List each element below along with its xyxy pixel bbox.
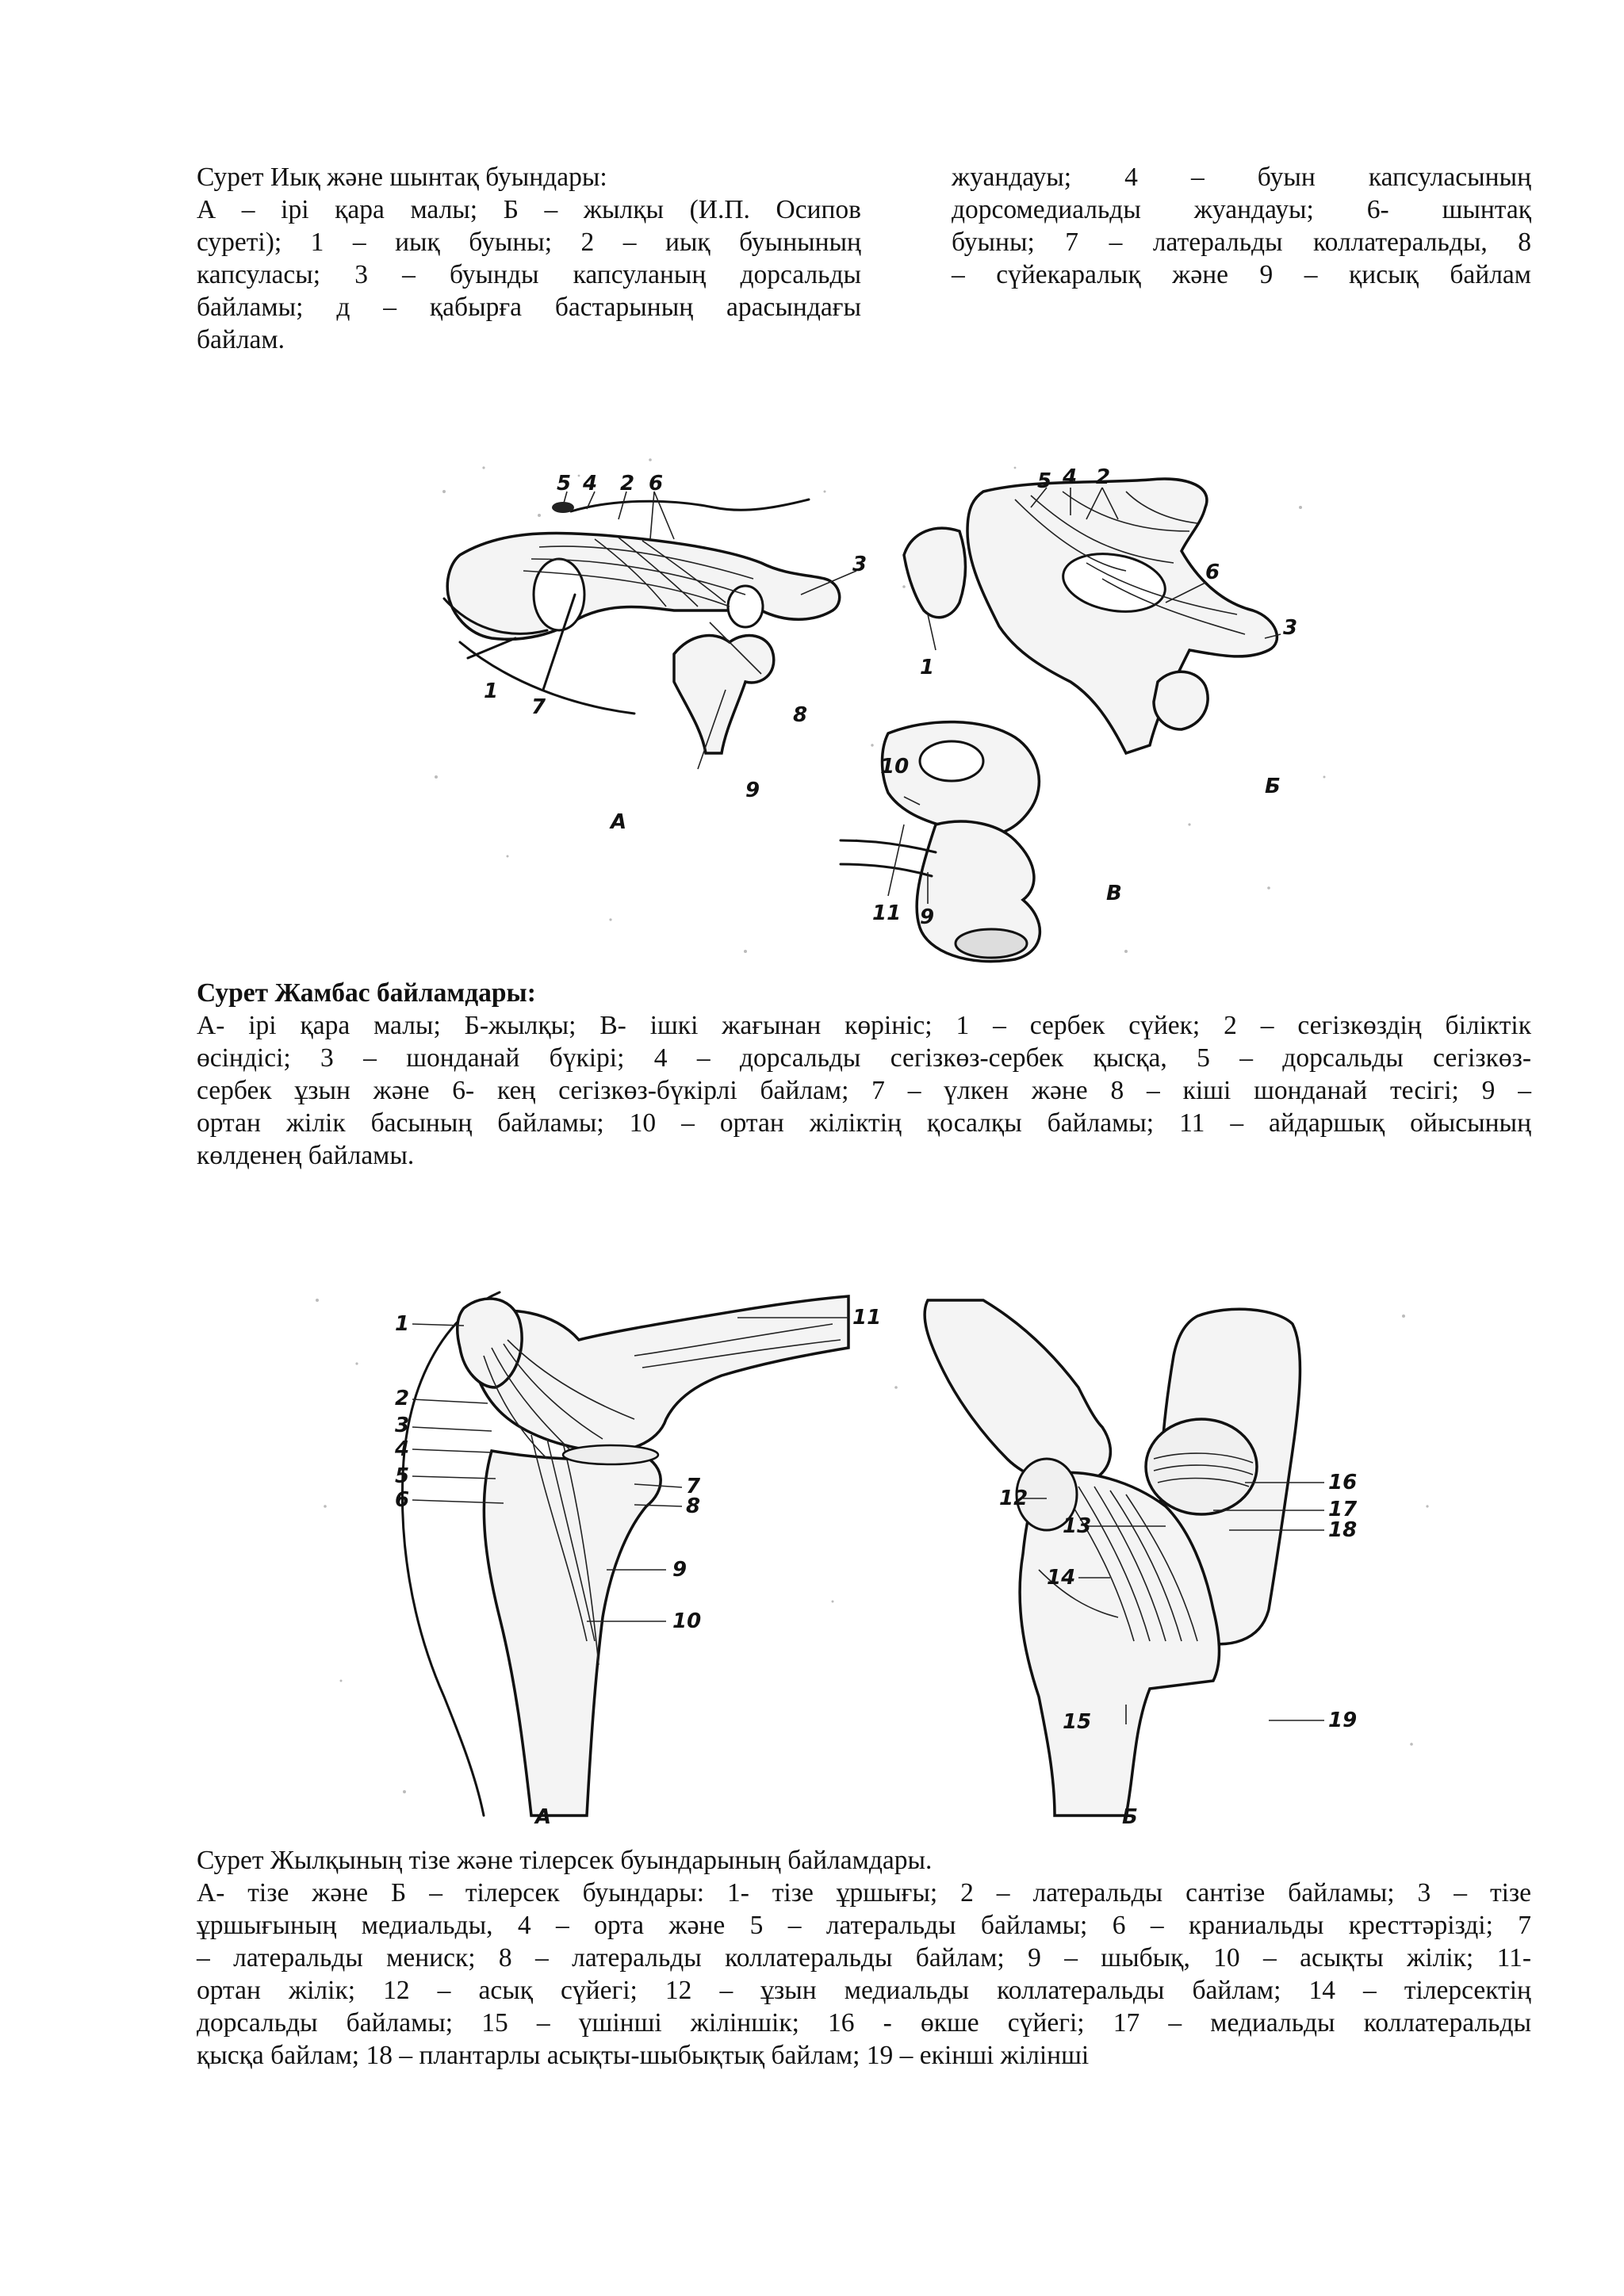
pelvis-c-cavity <box>920 741 983 781</box>
pelvis-b-label-1: 1 <box>920 656 935 679</box>
knee-label-panel: А <box>535 1805 552 1823</box>
caption1-left-line-1: Сурет Иық және шынтақ буындары: <box>197 163 607 192</box>
pelvis-a-label-7: 7 <box>531 695 546 719</box>
pelvis-a-label-5: 5 <box>557 472 572 496</box>
caption1-right-line-4: – сүйекаралық және 9 – қисық байлам <box>952 260 1531 289</box>
knee-label-2: 2 <box>395 1387 410 1410</box>
caption2-line-1: А- ірі қара малы; Б-жылқы; В- ішкі жағынан көрініс; 1 – сербек сүйек; 2 – сегізкөздің біліктік <box>197 1011 1531 1040</box>
caption3-line-5: дорсальды байламы; 15 – үшінші жіліншік; 16 - өкше сүйегі; 17 – медиальды коллатеральды <box>197 2008 1531 2038</box>
knee-panel-a <box>402 1292 848 1816</box>
caption3-title: Сурет Жылқының тізе және тілерсек буындарының байламдары. <box>197 1846 933 1875</box>
hock-label-19: 19 <box>1328 1709 1358 1732</box>
pelvis-b-label-6: 6 <box>1205 561 1220 584</box>
knee-label-11: 11 <box>852 1306 882 1330</box>
pelvis-c-label-11: 11 <box>872 901 902 925</box>
pelvis-b-femur <box>1154 672 1208 729</box>
caption1-left-line-5: байламы; д – қабырға бастарының арасындағы <box>197 293 861 322</box>
caption1-right <box>952 161 1531 291</box>
knee-label-6: 6 <box>395 1488 410 1512</box>
pelvis-a-label-6: 6 <box>649 472 664 496</box>
caption3-line-2: ұршығының медиальды, 4 – орта және 5 – латеральды байламы; 6 – краниальды кресттәрізді; 7 <box>197 1911 1531 1940</box>
caption1-left-line-6: байлам. <box>197 325 285 354</box>
caption1-left <box>197 161 861 356</box>
caption2-line-3: сербек ұзын және 6- кең сегізкөз-бүкірлі байлам; 7 – үлкен және 8 – кіші шонданай тесігі; 9 – <box>197 1076 1531 1105</box>
knee-label-5: 5 <box>395 1464 410 1488</box>
pelvis-b-ilium-wing <box>904 528 966 617</box>
pelvis-ligaments-figure <box>412 444 1356 975</box>
pelvis-a-foramen-large <box>534 559 584 630</box>
knee-label-7: 7 <box>686 1475 701 1498</box>
caption3-line-4: ортан жілік; 12 – асық сүйегі; 12 – ұзын медиальды коллатеральды байлам; 14 – тілерсектің <box>197 1976 1531 2005</box>
hock-label-13: 13 <box>1063 1514 1092 1538</box>
pelvis-b-label-4: 4 <box>1063 465 1078 489</box>
caption2-line-4: ортан жілік басының байламы; 10 – ортан жіліктің қосалқы байламы; 11 – айдаршық ойысының <box>197 1108 1531 1138</box>
pelvis-a-foramen-small <box>728 586 763 627</box>
pelvis-b-label-5: 5 <box>1037 469 1052 493</box>
pelvis-a-label-4: 4 <box>583 472 598 496</box>
pelvis-a-label-1: 1 <box>484 679 499 703</box>
caption3-line-6: қысқа байлам; 18 – плантарлы асықты-шыбықтық байлам; 19 – екінші жілінші <box>197 2041 1090 2070</box>
hock-panel-b <box>925 1300 1324 1816</box>
caption1-left-line-4: капсуласы; 3 – буынды капсуланың дорсальды <box>197 260 861 289</box>
pelvis-c-label-10: 10 <box>880 755 910 779</box>
pelvis-panel-b <box>904 479 1281 753</box>
knee-hock-ligaments-figure <box>293 1269 1451 1823</box>
caption3-line-3: – латеральды мениск; 8 – латеральды коллатеральды байлам; 9 – шыбық, 10 – асықты жілік; 11- <box>197 1943 1531 1973</box>
hock-label-15: 15 <box>1063 1710 1092 1734</box>
pelvis-a-label-9: 9 <box>745 779 760 802</box>
pelvis-a-label-panel: А <box>611 810 627 834</box>
knee-label-10: 10 <box>672 1609 702 1633</box>
caption1-left-line-2: А – ірі қара малы; Б – жылқы (И.П. Осипов <box>197 195 861 224</box>
caption3 <box>197 1844 1531 2072</box>
hock-talus <box>1146 1419 1257 1514</box>
knee-label-9: 9 <box>672 1558 688 1582</box>
pelvis-a-sacrum <box>571 499 809 511</box>
hock-label-18: 18 <box>1328 1518 1358 1542</box>
hock-label-12: 12 <box>999 1487 1028 1510</box>
pelvis-a-label-2: 2 <box>620 472 635 496</box>
knee-femur <box>471 1296 848 1452</box>
knee-patella <box>458 1299 522 1387</box>
caption2 <box>197 977 1531 1172</box>
knee-label-4: 4 <box>395 1437 410 1461</box>
hock-label-14: 14 <box>1047 1566 1076 1590</box>
pelvis-a-label-8: 8 <box>793 703 808 727</box>
knee-label-1: 1 <box>395 1312 410 1336</box>
pelvis-c-label-9: 9 <box>920 905 935 929</box>
hock-label-17: 17 <box>1328 1498 1358 1521</box>
pelvis-c-femur-section <box>956 929 1027 958</box>
knee-meniscus <box>563 1445 658 1464</box>
pelvis-b-label-2: 2 <box>1096 465 1111 489</box>
hock-label-panel: Б <box>1122 1805 1138 1823</box>
caption2-line-5: көлденең байламы. <box>197 1141 415 1170</box>
caption2-title: Сурет Жамбас байламдары: <box>197 978 536 1008</box>
caption2-line-2: өсіндісі; 3 – шонданай бүкірі; 4 – дорсальды сегізкөз-сербек қысқа, 5 – дорсальды сегізкөз- <box>197 1043 1531 1073</box>
pelvis-b-bone <box>967 479 1277 753</box>
knee-tibia <box>484 1451 661 1816</box>
hock-tibia <box>925 1300 1110 1485</box>
pelvis-b-label-3: 3 <box>1283 616 1298 640</box>
knee-label-3: 3 <box>395 1414 410 1437</box>
caption1-right-line-2: дорсомедиальды жуандауы; 6- шынтақ <box>952 195 1531 224</box>
pelvis-a-bone <box>447 534 839 640</box>
hock-label-16: 16 <box>1328 1471 1358 1494</box>
knee-label-8: 8 <box>686 1494 701 1518</box>
caption1-right-line-1: жуандауы; 4 – буын капсуласының <box>952 163 1531 192</box>
pelvis-c-label-panel: В <box>1106 882 1122 905</box>
pelvis-panel-c <box>841 722 1040 962</box>
pelvis-b-label-panel: Б <box>1265 775 1281 798</box>
caption1-right-line-3: буыны; 7 – латеральды коллатеральды, 8 <box>952 228 1531 257</box>
pelvis-panel-a <box>444 492 856 769</box>
caption3-line-1: А- тізе және Б – тілерсек буындары: 1- тізе ұршығы; 2 – латеральды сантізе байламы; 3 – тізе <box>197 1878 1531 1908</box>
pelvis-a-label-3: 3 <box>852 553 868 576</box>
caption1-left-line-3: суреті); 1 – иық буыны; 2 – иық буынының <box>197 228 861 257</box>
